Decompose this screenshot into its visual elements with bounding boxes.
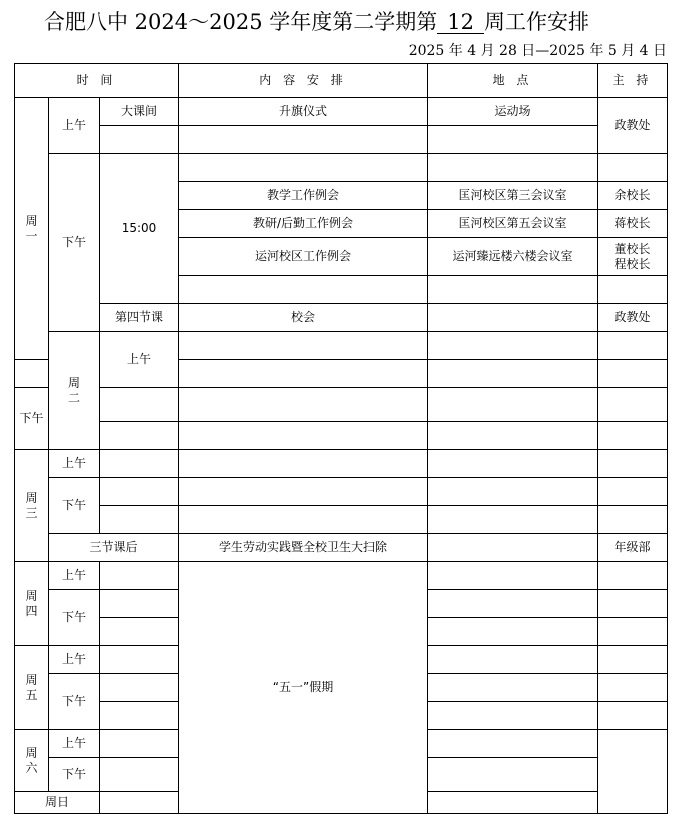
empty-cell: [179, 126, 428, 154]
event-location: 匡河校区第三会议室: [428, 182, 598, 210]
empty-cell: [428, 534, 598, 562]
monday-am-label: 上午: [49, 98, 100, 154]
empty-cell: [598, 730, 668, 814]
table-row: [15, 388, 668, 422]
table-row: [15, 98, 668, 126]
saturday-pm-label: 下午: [49, 758, 100, 792]
empty-cell: [100, 126, 179, 154]
monday-am-location: 运动场: [428, 98, 598, 126]
monday-am-host: 政教处: [598, 98, 668, 154]
saturday-am-label: 上午: [49, 730, 100, 758]
day-label-saturday: 周 六: [15, 730, 49, 792]
empty-cell: [428, 154, 598, 182]
after3-content: 学生劳动实践暨全校卫生大扫除: [179, 534, 428, 562]
monday-pm-label: 下午: [49, 154, 100, 332]
monday-am-content: 升旗仪式: [179, 98, 428, 126]
schedule-table: [14, 63, 668, 814]
day-label-thursday: 周 四: [15, 562, 49, 646]
empty-cell: [428, 276, 598, 304]
title-prefix: 合肥八中 2024～2025 学年度第二学期第: [44, 10, 438, 34]
event-content: 教研/后勤工作例会: [179, 210, 428, 238]
sunday-label: 周日: [15, 792, 100, 814]
empty-cell: [428, 126, 598, 154]
header-row: [15, 64, 668, 98]
event-location: 运河臻远楼六楼会议室: [428, 238, 598, 276]
page-title: [44, 6, 589, 36]
empty-cell: [428, 304, 598, 332]
table-row: [15, 154, 668, 182]
table-row: [15, 450, 668, 478]
day-label-tuesday: 周 二: [49, 332, 100, 450]
wednesday-am-label: 上午: [49, 450, 100, 478]
event-host: 蒋校长: [598, 210, 668, 238]
header-time: 时 间: [15, 64, 179, 98]
empty-cell: [598, 276, 668, 304]
after3-host: 年级部: [598, 534, 668, 562]
week-number: 12: [437, 11, 484, 34]
table-row: [15, 506, 668, 534]
header-location: 地 点: [428, 64, 598, 98]
table-row: [15, 304, 668, 332]
table-row: [15, 534, 668, 562]
header-content: 内 容 安 排: [179, 64, 428, 98]
monday-pm-time: 15:00: [100, 154, 179, 304]
event-location: 匡河校区第五会议室: [428, 210, 598, 238]
wednesday-pm-label: 下午: [49, 478, 100, 534]
date-range: 2025 年 4 月 28 日—2025 年 5 月 4 日: [408, 43, 667, 59]
header-host: 主 持: [598, 64, 668, 98]
event-content: 教学工作例会: [179, 182, 428, 210]
empty-cell: [179, 154, 428, 182]
empty-cell: [598, 154, 668, 182]
empty-cell: [179, 276, 428, 304]
monday-am-time: 大课间: [100, 98, 179, 126]
event-content: 运河校区工作例会: [179, 238, 428, 276]
event-host: 余校长: [598, 182, 668, 210]
day-label-wednesday: 周 三: [15, 450, 49, 562]
period4-host: 政教处: [598, 304, 668, 332]
table-row: [15, 332, 668, 360]
after3-time: 三节课后: [49, 534, 179, 562]
day-label-friday: 周 五: [15, 646, 49, 730]
thursday-am-label: 上午: [49, 562, 100, 590]
table-row: [15, 562, 668, 590]
table-row: [15, 126, 668, 154]
day-label-monday: 周 一: [15, 98, 49, 360]
table-row: [15, 422, 668, 450]
friday-pm-label: 下午: [49, 674, 100, 730]
period4-time: 第四节课: [100, 304, 179, 332]
event-host: 董校长 程校长: [598, 238, 668, 276]
title-suffix: 周工作安排: [483, 10, 589, 34]
holiday-cell: “五一”假期: [179, 562, 428, 814]
table-row: [15, 478, 668, 506]
thursday-pm-label: 下午: [49, 590, 100, 646]
tuesday-pm-label: 下午: [15, 388, 49, 450]
friday-am-label: 上午: [49, 646, 100, 674]
tuesday-am-label: 上午: [100, 332, 179, 388]
period4-content: 校会: [179, 304, 428, 332]
